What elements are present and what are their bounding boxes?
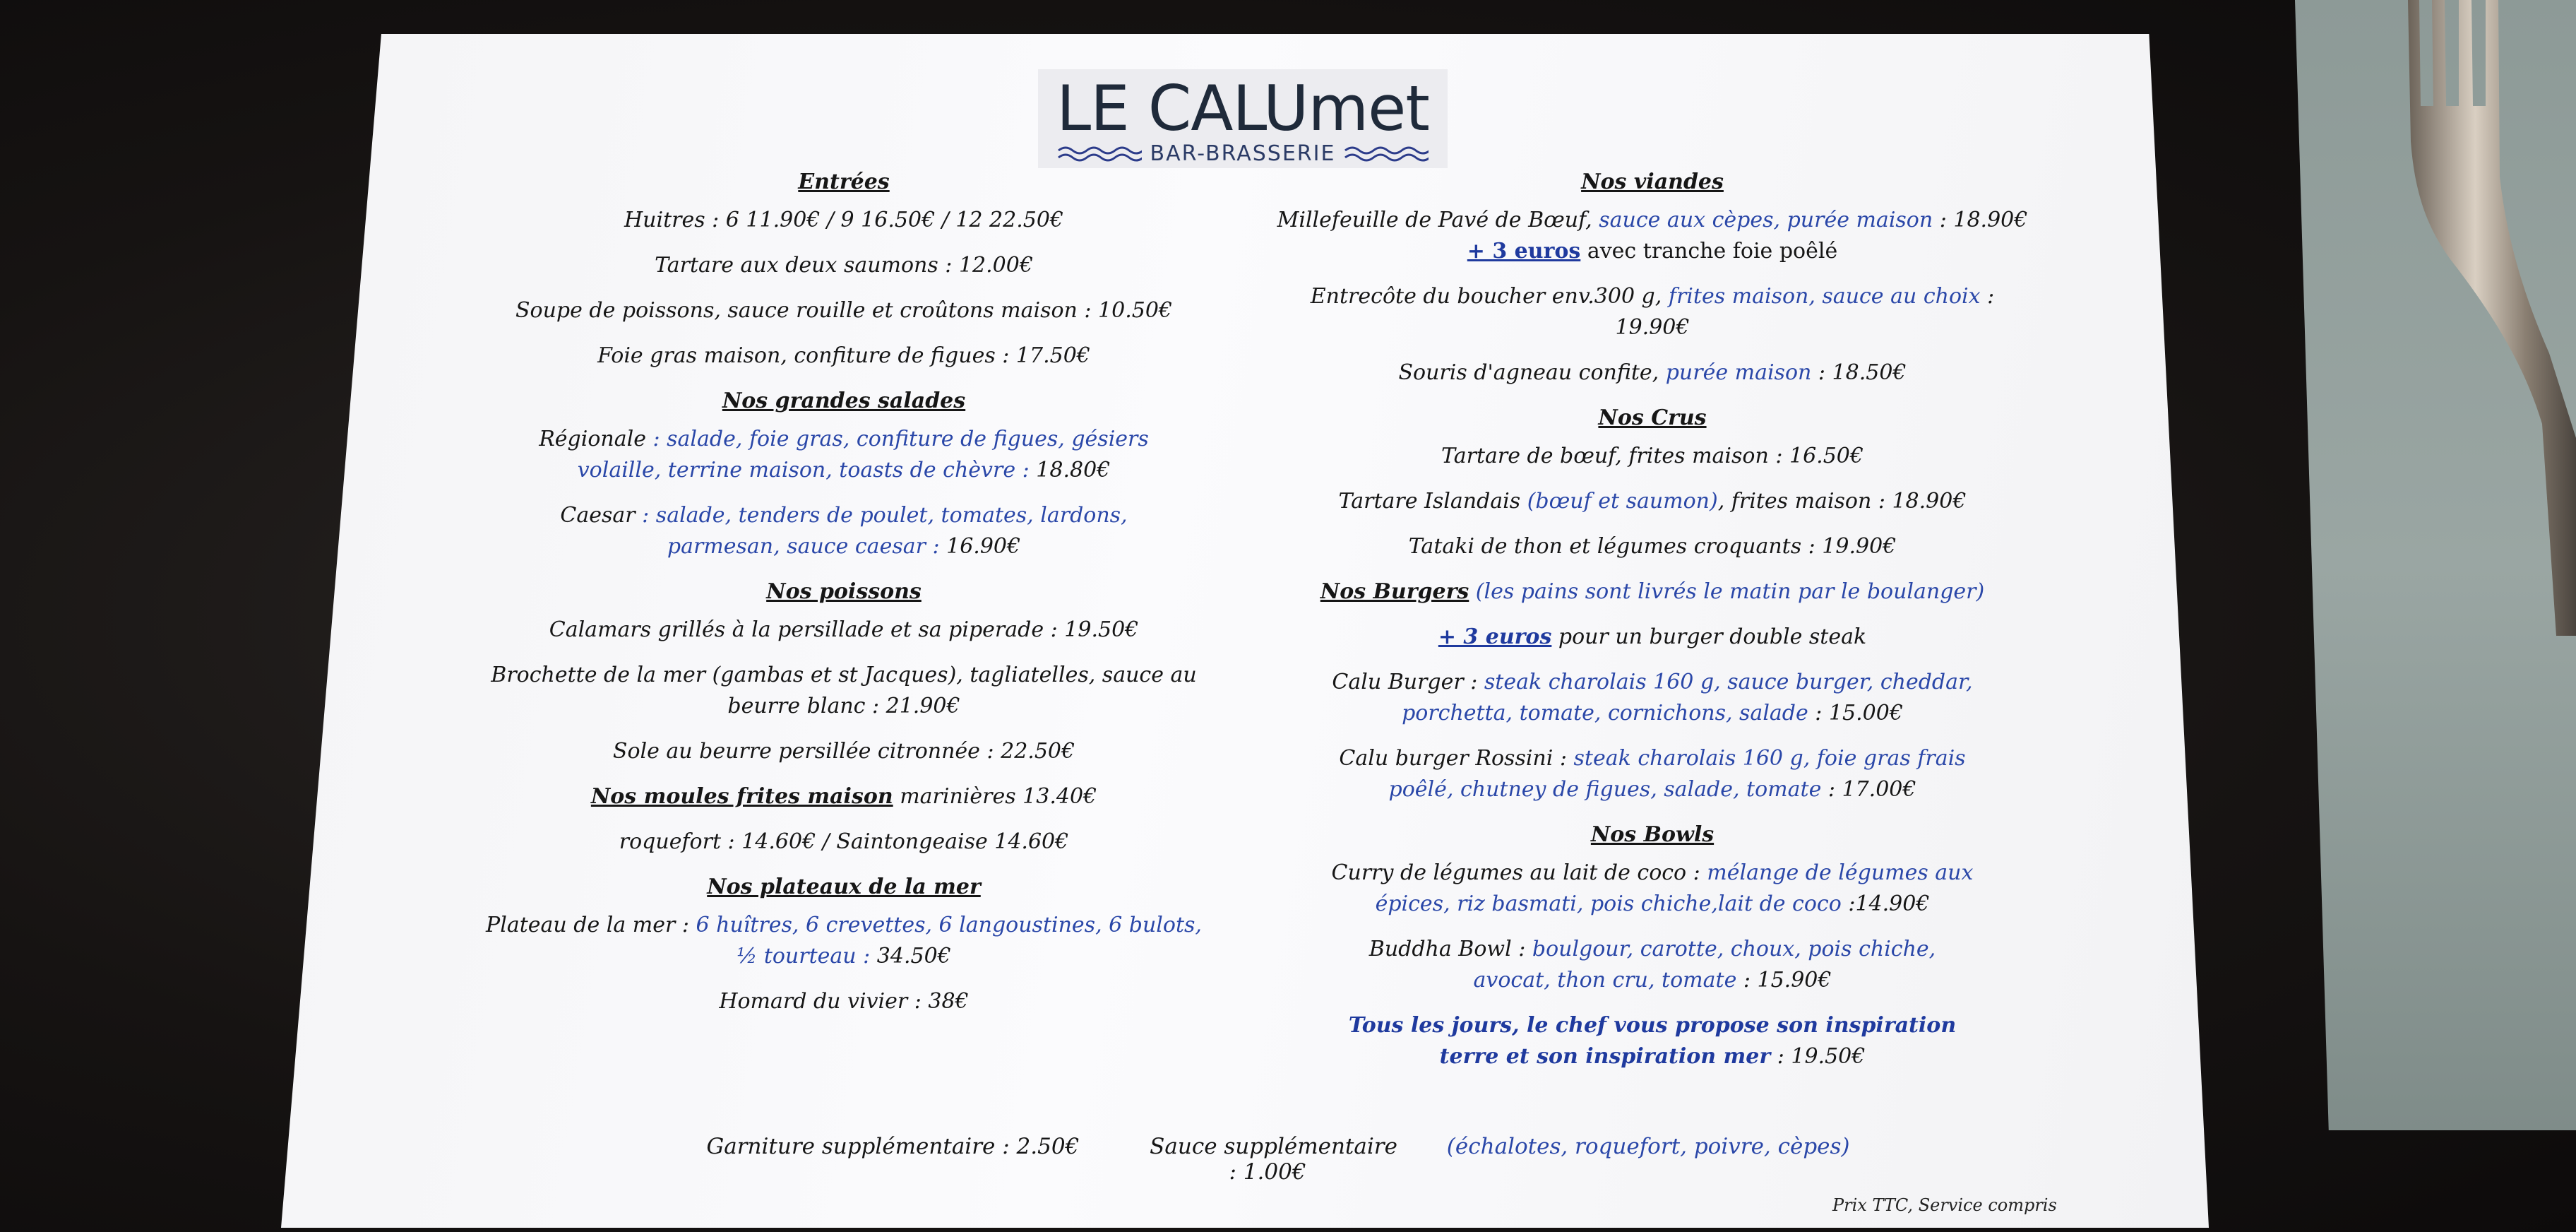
menu-item-souris: [1271, 357, 2034, 389]
menu-item-calu-burger: [1271, 667, 2034, 729]
menu-item-regionale: [466, 424, 1222, 486]
menu-item: Sole au beurre persillée citronnée : 22.50€: [612, 739, 1075, 764]
section-heading-crus: Nos Crus: [1598, 405, 1707, 430]
item-name: Souris d'agneau confite,: [1398, 360, 1659, 385]
chef-special-text: Tous les jours, le chef vous propose son inspiration terre et son inspiration mer: [1348, 1013, 1957, 1069]
menu-item-entrecote: [1271, 281, 2034, 343]
section-heading-viandes: Nos viandes: [1581, 170, 1724, 194]
section-heading-plateaux: Nos plateaux de la mer: [707, 875, 981, 899]
item-desc: sauce aux cèpes, purée maison: [1592, 208, 1933, 232]
section-heading-poissons: Nos poissons: [766, 579, 922, 604]
menu-item-plateau: [466, 910, 1222, 972]
item-desc: steak charolais 160 g, foie gras frais poêlé, chutney de figues, salade, tomate: [1388, 746, 1966, 802]
item-extra-price: + 3 euros: [1438, 624, 1552, 649]
menu-item-moules: [466, 781, 1222, 812]
item-desc: 6 huîtres, 6 crevettes, 6 langoustines, 6 bulots, ½ tourteau :: [688, 913, 1202, 969]
chef-special: [1271, 1010, 2034, 1072]
item-name: Millefeuille de Pavé de Bœuf,: [1277, 208, 1592, 232]
section-heading-bowls: Nos Bowls: [1590, 822, 1715, 847]
menu-item-rossini: [1271, 743, 2034, 805]
menu-item-caesar: [466, 500, 1222, 562]
menu-item: Foie gras maison, confiture de figues : 17.50€: [597, 343, 1090, 368]
item-price: : 18.50€: [1811, 360, 1907, 385]
item-name: Caesar: [560, 503, 636, 528]
item-name: Tartare Islandais: [1338, 489, 1521, 514]
menu-item: Tartare aux deux saumons : 12.00€: [655, 253, 1033, 278]
item-desc: avec tranche foie poêlé: [1580, 239, 1838, 263]
item-price: , frites maison : 18.90€: [1717, 489, 1967, 514]
item-desc: boulgour, carotte, choux, pois chiche, avocat, thon cru, tomate: [1473, 937, 1936, 993]
item-desc: steak charolais 160 g, sauce burger, cheddar, porchetta, tomate, cornichons, salade: [1402, 670, 1973, 725]
menu-item: Brochette de la mer (gambas et st Jacques), tagliatelles, sauce au beurre blanc : 21.90€: [491, 663, 1197, 718]
item-desc: frites maison, sauce au choix: [1662, 284, 1981, 309]
item-desc: purée maison: [1659, 360, 1812, 385]
fork-icon: [2401, 0, 2576, 636]
chef-special-price: : 19.50€: [1770, 1044, 1866, 1069]
item-desc: pour un burger double steak: [1551, 624, 1867, 649]
item-price: 18.80€: [1029, 458, 1111, 482]
wave-icon: [1344, 145, 1429, 163]
item-desc: marinières 13.40€: [893, 784, 1097, 809]
item-price: :14.90€: [1841, 892, 1930, 916]
burgers-note: (les pains sont livrés le matin par le boulanger): [1469, 579, 1985, 604]
item-desc: : salade, foie gras, confiture de figues, gésiers volaille, terrine maison, toasts de chèvre :: [577, 427, 1149, 482]
sauce-price: : 1.00€: [1229, 1159, 1306, 1185]
wave-icon: [1057, 145, 1142, 163]
section-heading-salades: Nos grandes salades: [722, 389, 966, 413]
item-price: : 19.90€: [1615, 284, 1995, 340]
restaurant-logo: [1038, 69, 1448, 168]
section-heading-burgers: Nos Burgers: [1320, 579, 1469, 604]
menu-item: Calamars grillés à la persillade et sa piperade : 19.50€: [549, 617, 1139, 642]
menu-footer: [678, 1134, 1878, 1185]
logo-title: LE CALUmet: [1056, 72, 1429, 145]
section-heading-entrees: Entrées: [798, 170, 890, 194]
garniture-line: Garniture supplémentaire : 2.50€: [706, 1134, 1080, 1159]
item-extra-price: + 3 euros: [1467, 239, 1581, 263]
menu-item: Huitres : 6 11.90€ / 9 16.50€ / 12 22.50€: [624, 208, 1064, 232]
menu-left-column: [466, 164, 1222, 1031]
item-name: Plateau de la mer :: [486, 913, 689, 937]
sauce-desc: (échalotes, roquefort, poivre, cèpes): [1439, 1134, 1850, 1159]
item-price: : 18.90€: [1933, 208, 2028, 232]
section-heading-moules: Nos moules frites maison: [590, 784, 893, 809]
item-price: 16.90€: [939, 534, 1021, 559]
item-desc: : salade, tenders de poulet, tomates, lardons, parmesan, sauce caesar :: [635, 503, 1128, 559]
item-name: Calu Burger :: [1332, 670, 1478, 694]
item-name: Calu burger Rossini :: [1339, 746, 1567, 771]
menu-item-curry: [1271, 858, 2034, 920]
item-price: 34.50€: [870, 944, 951, 969]
menu-item-supplement: [1271, 236, 2034, 267]
item-price: : 15.00€: [1808, 701, 1903, 725]
sauce-line: [1128, 1134, 1871, 1185]
menu-item: Homard du vivier : 38€: [719, 989, 969, 1014]
menu-item-buddha: [1271, 934, 2034, 996]
item-name: Buddha Bowl :: [1368, 937, 1526, 961]
menu-item: Tataki de thon et légumes croquants : 19.90€: [1408, 534, 1897, 559]
item-price: : 15.90€: [1736, 968, 1832, 993]
item-name: Curry de légumes au lait de coco :: [1331, 860, 1700, 885]
item-desc: mélange de légumes aux épices, riz basmati, pois chiche,lait de coco: [1375, 860, 1974, 916]
item-name: Régionale: [539, 427, 646, 451]
menu-item-millefeuille: [1271, 205, 2034, 236]
menu-item: roquefort : 14.60€ / Saintongeaise 14.60€: [619, 829, 1069, 854]
menu-item: Tartare de bœuf, frites maison : 16.50€: [1441, 444, 1864, 468]
item-desc: (bœuf et saumon): [1520, 489, 1718, 514]
item-name: Entrecôte du boucher env.300 g,: [1310, 284, 1662, 309]
sauce-name: Sauce supplémentaire: [1150, 1134, 1397, 1159]
item-price: : 17.00€: [1821, 777, 1916, 802]
menu-item-double: [1271, 622, 2034, 653]
logo-subtitle: BAR-BRASSERIE: [1150, 141, 1336, 166]
menu-item: Soupe de poissons, sauce rouille et croûtons maison : 10.50€: [515, 298, 1172, 323]
burgers-heading-row: [1271, 576, 2034, 608]
prix-note: Prix TTC, Service compris: [1832, 1195, 2057, 1215]
menu-right-column: [1271, 164, 2034, 1086]
menu-item-islandais: [1271, 486, 2034, 517]
